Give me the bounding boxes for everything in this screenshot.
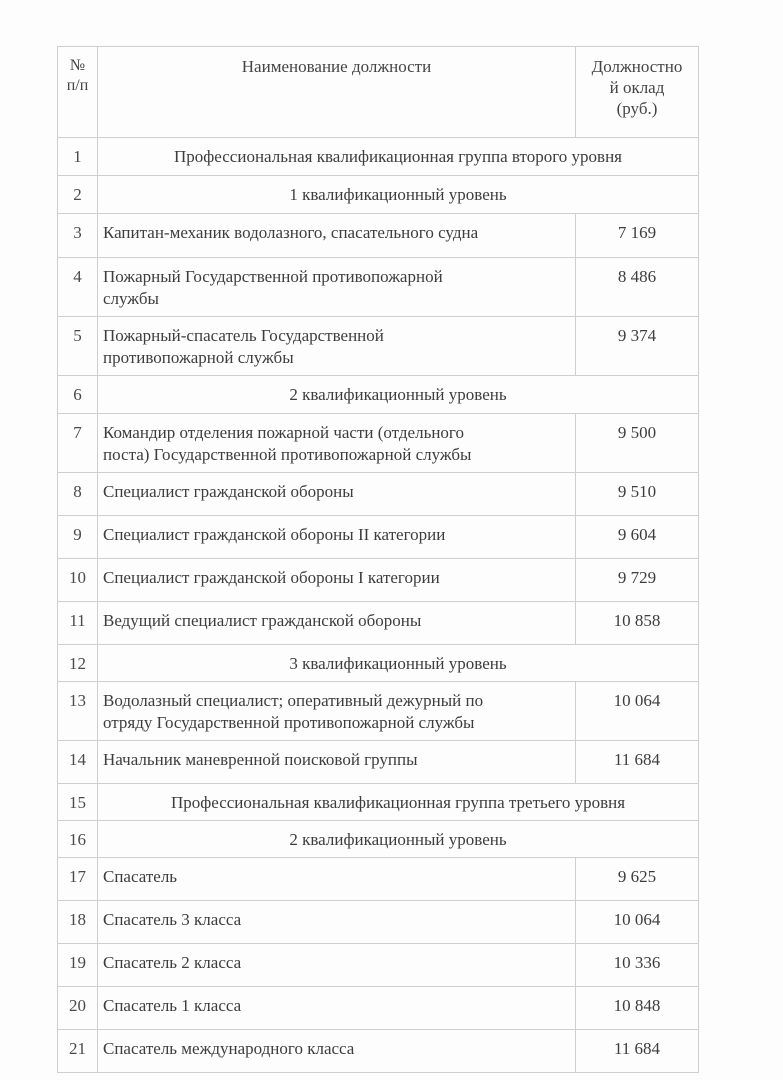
row-number: 5 <box>58 317 98 376</box>
salary-value: 11 684 <box>576 741 699 784</box>
salary-value: 9 374 <box>576 317 699 376</box>
position-title: Капитан-механик водолазного, спасательного судна <box>98 214 576 258</box>
position-title: Командир отделения пожарной части (отдельного поста) Государственной противопожарной службы <box>98 414 576 473</box>
table-row <box>58 901 699 944</box>
position-title: Пожарный Государственной противопожарной службы <box>98 258 576 317</box>
salary-value: 7 169 <box>576 214 699 258</box>
salary-value: 9 510 <box>576 473 699 516</box>
table-body <box>58 138 699 1073</box>
table-row-group <box>58 645 699 682</box>
table-row <box>58 682 699 741</box>
row-number: 17 <box>58 858 98 901</box>
header-number: № п/п <box>58 47 98 138</box>
row-number: 9 <box>58 516 98 559</box>
row-number: 6 <box>58 376 98 414</box>
position-title: Специалист гражданской обороны I категории <box>98 559 576 602</box>
position-title: Спасатель международного класса <box>98 1030 576 1073</box>
table-row <box>58 987 699 1030</box>
row-number: 15 <box>58 784 98 821</box>
level-heading: 1 квалификационный уровень <box>98 176 699 214</box>
row-number: 16 <box>58 821 98 858</box>
table-row <box>58 944 699 987</box>
header-row <box>58 47 699 138</box>
salary-value: 10 848 <box>576 987 699 1030</box>
row-number: 3 <box>58 214 98 258</box>
table-row <box>58 258 699 317</box>
row-number: 2 <box>58 176 98 214</box>
header-salary: Должностно й оклад (руб.) <box>576 47 699 138</box>
table-row <box>58 317 699 376</box>
row-number: 13 <box>58 682 98 741</box>
salary-value: 9 625 <box>576 858 699 901</box>
row-number: 10 <box>58 559 98 602</box>
table-row <box>58 559 699 602</box>
position-title: Специалист гражданской обороны II категории <box>98 516 576 559</box>
salary-value: 10 858 <box>576 602 699 645</box>
salary-value: 9 729 <box>576 559 699 602</box>
table-row <box>58 473 699 516</box>
position-title: Спасатель 1 класса <box>98 987 576 1030</box>
position-title: Начальник маневренной поисковой группы <box>98 741 576 784</box>
position-title: Специалист гражданской обороны <box>98 473 576 516</box>
table-row-group <box>58 376 699 414</box>
row-number: 19 <box>58 944 98 987</box>
table-row <box>58 602 699 645</box>
table-row-group <box>58 821 699 858</box>
group-heading: Профессиональная квалификационная группа третьего уровня <box>98 784 699 821</box>
position-title: Спасатель 2 класса <box>98 944 576 987</box>
table-row-group <box>58 176 699 214</box>
position-title: Пожарный-спасатель Государственной противопожарной службы <box>98 317 576 376</box>
table-row <box>58 1030 699 1073</box>
position-title: Водолазный специалист; оперативный дежурный по отряду Государственной противопожарной службы <box>98 682 576 741</box>
table-header <box>58 47 699 138</box>
salary-table <box>57 46 699 1073</box>
row-number: 11 <box>58 602 98 645</box>
row-number: 7 <box>58 414 98 473</box>
salary-value: 8 486 <box>576 258 699 317</box>
salary-value: 11 684 <box>576 1030 699 1073</box>
row-number: 20 <box>58 987 98 1030</box>
salary-value: 10 064 <box>576 682 699 741</box>
row-number: 8 <box>58 473 98 516</box>
row-number: 12 <box>58 645 98 682</box>
salary-value: 9 604 <box>576 516 699 559</box>
salary-value: 10 336 <box>576 944 699 987</box>
header-position-title: Наименование должности <box>98 47 576 138</box>
table-row <box>58 741 699 784</box>
table-row <box>58 858 699 901</box>
row-number: 1 <box>58 138 98 176</box>
table-row <box>58 214 699 258</box>
table-row <box>58 414 699 473</box>
table-row <box>58 516 699 559</box>
position-title: Ведущий специалист гражданской обороны <box>98 602 576 645</box>
row-number: 21 <box>58 1030 98 1073</box>
level-heading: 3 квалификационный уровень <box>98 645 699 682</box>
position-title: Спасатель <box>98 858 576 901</box>
table-row-group <box>58 138 699 176</box>
position-title: Спасатель 3 класса <box>98 901 576 944</box>
group-heading: Профессиональная квалификационная группа второго уровня <box>98 138 699 176</box>
salary-value: 9 500 <box>576 414 699 473</box>
table-row-group <box>58 784 699 821</box>
level-heading: 2 квалификационный уровень <box>98 376 699 414</box>
row-number: 4 <box>58 258 98 317</box>
row-number: 14 <box>58 741 98 784</box>
level-heading: 2 квалификационный уровень <box>98 821 699 858</box>
row-number: 18 <box>58 901 98 944</box>
salary-value: 10 064 <box>576 901 699 944</box>
